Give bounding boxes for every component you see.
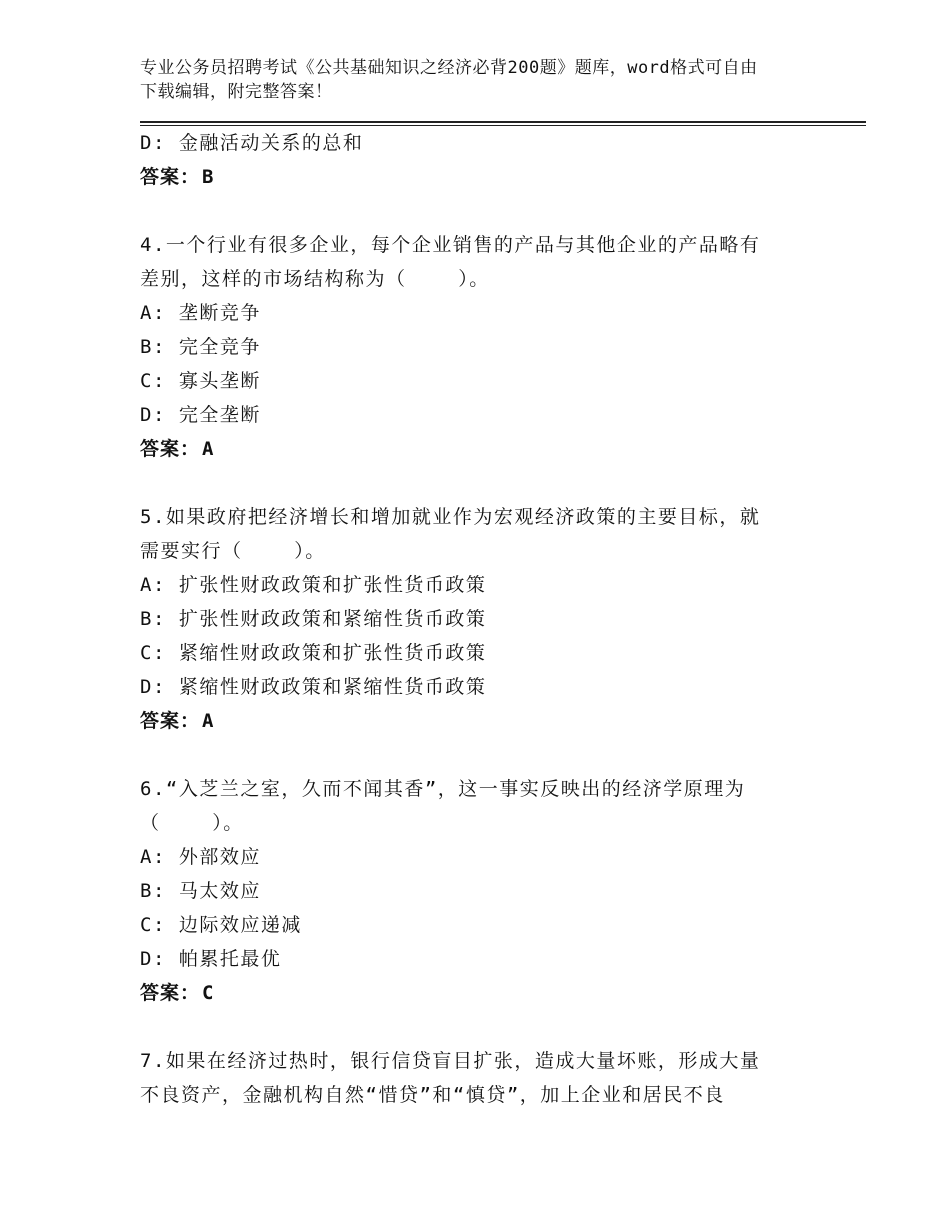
option-b: B: 扩张性财政政策和紧缩性货币政策 xyxy=(140,608,487,630)
option-b: B: 马太效应 xyxy=(140,880,261,902)
option-d: D: 金融活动关系的总和 xyxy=(140,132,364,154)
answer-label: 答案： xyxy=(140,438,201,460)
question-4 xyxy=(140,228,800,466)
answer-label: 答案： xyxy=(140,710,201,732)
option-a: A: 扩张性财政政策和扩张性货币政策 xyxy=(140,574,487,596)
question-stem: 7.如果在经济过热时，银行信贷盲目扩张，造成大量坏账，形成大量 xyxy=(140,1050,761,1072)
question-stem: 需要实行（ ）。 xyxy=(140,540,326,562)
option-d: D: 紧缩性财政政策和紧缩性货币政策 xyxy=(140,676,487,698)
option-c: C: 紧缩性财政政策和扩张性货币政策 xyxy=(140,642,487,664)
option-a: A: 外部效应 xyxy=(140,846,261,868)
answer-value: C xyxy=(202,982,215,1004)
spacer xyxy=(140,738,800,772)
option-c: C: 边际效应递减 xyxy=(140,914,302,936)
option-d: D: 帕累托最优 xyxy=(140,948,282,970)
question-3 xyxy=(140,126,800,194)
question-7 xyxy=(140,1044,800,1112)
question-stem: 不良资产，金融机构自然“惜贷”和“慎贷”，加上企业和居民不良 xyxy=(140,1084,725,1106)
spacer xyxy=(140,466,800,500)
answer xyxy=(140,704,800,738)
question-stem: 5.如果政府把经济增长和增加就业作为宏观经济政策的主要目标，就 xyxy=(140,506,761,528)
answer xyxy=(140,160,800,194)
spacer xyxy=(140,194,800,228)
option-b: B: 完全竞争 xyxy=(140,336,261,358)
answer-value: B xyxy=(202,166,215,188)
answer-value: A xyxy=(202,438,215,460)
header-line-1: 专业公务员招聘考试《公共基础知识之经济必背200题》题库，word格式可自由 xyxy=(140,58,758,78)
header-line-2: 下载编辑，附完整答案！ xyxy=(140,82,333,102)
question-5 xyxy=(140,500,800,738)
answer xyxy=(140,976,800,1010)
question-content xyxy=(140,126,800,1112)
option-c: C: 寡头垄断 xyxy=(140,370,261,392)
spacer xyxy=(140,1010,800,1044)
option-a: A: 垄断竞争 xyxy=(140,302,261,324)
answer xyxy=(140,432,800,466)
answer-label: 答案： xyxy=(140,166,201,188)
question-stem: 差别，这样的市场结构称为（ ）。 xyxy=(140,268,490,290)
question-6 xyxy=(140,772,800,1010)
answer-label: 答案： xyxy=(140,982,201,1004)
answer-value: A xyxy=(202,710,215,732)
document-header xyxy=(140,56,810,104)
question-stem: 6.“入芝兰之室，久而不闻其香”，这一事实反映出的经济学原理为 xyxy=(140,778,746,800)
question-stem: 4.一个行业有很多企业，每个企业销售的产品与其他企业的产品略有 xyxy=(140,234,761,256)
question-stem: （ ）。 xyxy=(140,812,244,834)
header-rule-thick xyxy=(140,121,866,123)
option-d: D: 完全垄断 xyxy=(140,404,261,426)
